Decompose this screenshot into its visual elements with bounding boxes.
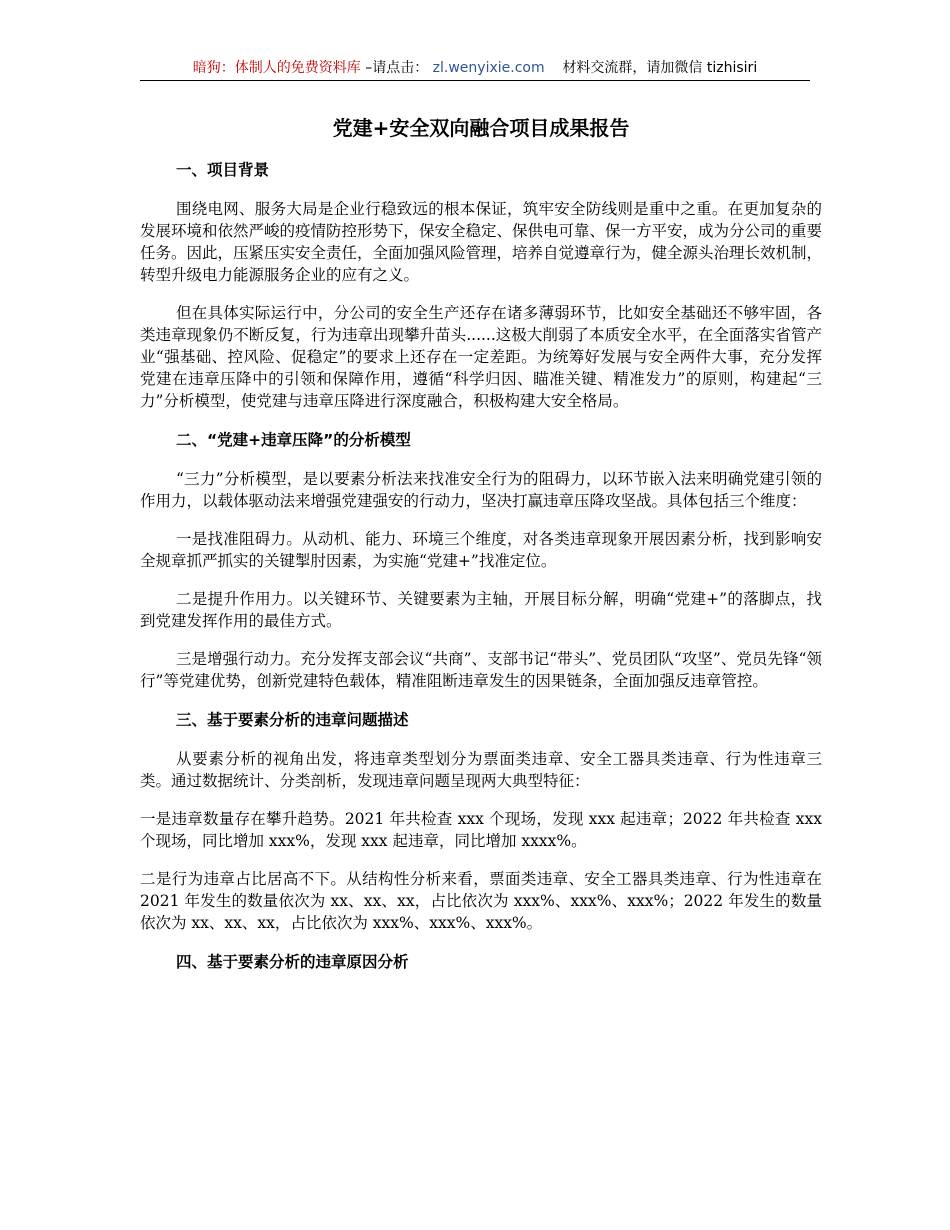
- section-heading: 三、基于要素分析的违章问题描述: [176, 711, 409, 729]
- paragraph: 二是提升作用力。以关键环节、关键要素为主轴，开展目标分解，明确“党建+”的落脚点，找到党建发挥作用的最佳方式。: [140, 590, 822, 630]
- paragraph: 从要素分析的视角出发，将违章类型划分为票面类违章、安全工器具类违章、行为性违章三类。通过数据统计、分类剖析，发现违章问题呈现两大典型特征：: [140, 750, 822, 790]
- paragraph: 围绕电网、服务大局是企业行稳致远的根本保证，筑牢安全防线则是重中之重。在更加复杂的发展环境和依然严峻的疫情防控形势下，保安全稳定、保供电可靠、保一方平安，成为分公司的重要任务。因此，压紧压实安全责任，全面加强风险管理，培养自觉遵章行为，健全源头治理长效机制，转型升级电力能源服务企业的应有之义。: [140, 200, 823, 284]
- section-heading: 四、基于要素分析的违章原因分析: [176, 953, 409, 971]
- paragraph: 三是增强行动力。充分发挥支部会议“共商”、支部书记“带头”、党员团队“攻坚”、党员先锋“领行”等党建优势，创新党建特色载体，精准阻断违章发生的因果链条，全面加强反违章管控。: [140, 650, 822, 690]
- section-heading: 一、项目背景: [176, 161, 270, 179]
- header-divider: [140, 80, 810, 81]
- paragraph: 一是找准阻碍力。从动机、能力、环境三个维度，对各类违章现象开展因素分析，找到影响安全规章抓严抓实的关键掣肘因素，为实施“党建+”找准定位。: [140, 530, 822, 570]
- header-contact: 材料交流群，请加微信 tizhisiri: [562, 60, 758, 76]
- document-title: 党建+安全双向融合项目成果报告: [332, 116, 630, 140]
- header-click-prompt: –请点击：: [365, 60, 429, 76]
- paragraph: 但在具体实际运行中，分公司的安全生产还存在诸多薄弱环节，比如安全基础还不够牢固，各类违章现象仍不断反复，行为违章出现攀升苗头......这极大削弱了本质安全水平，在全面落实省管产业“强基础、控风险、促稳定”的要求上还存在一定差距。为统筹好发展与安全两件大事，充分发挥党建在违章压降中的引领和保障作用，遵循“科学归因、瞄准关键、精准发力”的原则，构建起“三力”分析模型，使党建与违章压降进行深度融合，积极构建大安全格局。: [140, 304, 822, 410]
- header-brand: 暗狗：体制人的免费资料库: [192, 60, 361, 76]
- paragraph: 二是行为违章占比居高不下。从结构性分析来看，票面类违章、安全工器具类违章、行为性违章在 2021 年发生的数量依次为 xx、xx、xx，占比依次为 xxx%、xxx%、xxx%；2022 年发生的数量依次为 xx、xx、xx，占比依次为 xxx%、xxx%、xxx%。: [140, 870, 822, 932]
- paragraph: “三力”分析模型，是以要素分析法来找准安全行为的阻碍力，以环节嵌入法来明确党建引领的作用力，以载体驱动法来增强党建强安的行动力，坚决打赢违章压降攻坚战。具体包括三个维度：: [140, 470, 822, 510]
- page-header: [140, 58, 810, 78]
- header-url-link[interactable]: zl.wenyixie.com: [432, 60, 545, 76]
- paragraph: 一是违章数量存在攀升趋势。2021 年共检查 xxx 个现场，发现 xxx 起违章；2022 年共检查 xxx 个现场，同比增加 xxx%，发现 xxx 起违章，同比增加 xxxx%。: [140, 810, 822, 850]
- document-body: [140, 112, 822, 990]
- section-heading: 二、“党建+违章压降”的分析模型: [176, 431, 411, 449]
